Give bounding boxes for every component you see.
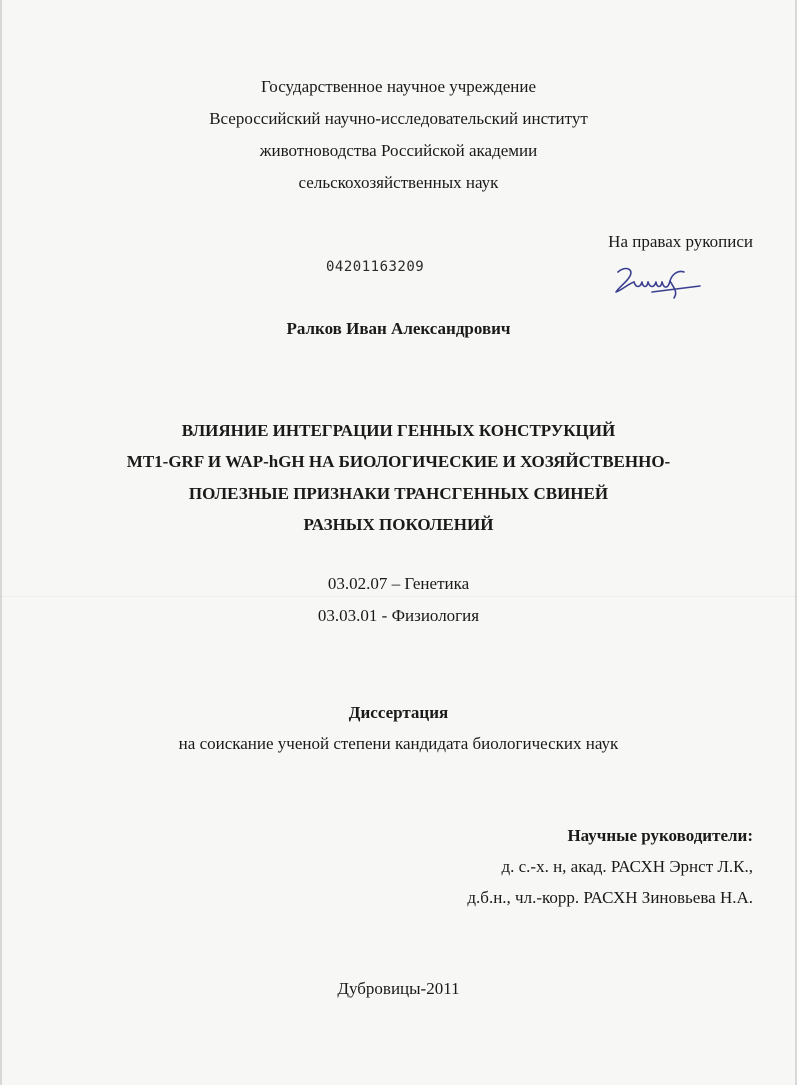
institution-line-4: сельскохозяйственных наук: [298, 173, 499, 192]
degree-sought: на соискание ученой степени кандидата биологических наук: [178, 734, 619, 753]
supervisor-1: д. с.-х. н, акад. РАСХН Эрнст Л.К.,: [501, 857, 753, 876]
scan-edge-left: [0, 0, 2, 1085]
specialty-1: 03.02.07 – Генетика: [327, 574, 470, 593]
specialty-2: 03.03.01 - Физиология: [317, 606, 480, 625]
title-line-1: ВЛИЯНИЕ ИНТЕГРАЦИИ ГЕННЫХ КОНСТРУКЦИЙ: [181, 421, 616, 440]
place-year: Дубровицы-2011: [337, 979, 460, 998]
institution-line-2: Всероссийский научно-исследовательский институт: [209, 109, 588, 128]
document-type: Диссертация: [348, 703, 449, 722]
title-line-4: РАЗНЫХ ПОКОЛЕНИЙ: [303, 515, 494, 534]
institution-line-3: животноводства Российской академии: [259, 141, 538, 160]
author-name: Ралков Иван Александрович: [286, 319, 511, 338]
manuscript-rights: На правах рукописи: [608, 232, 753, 251]
institution-line-1: Государственное научное учреждение: [260, 77, 537, 96]
supervisors-heading: Научные руководители:: [567, 826, 753, 845]
registry-number: 04201163209: [326, 259, 425, 275]
title-line-3: ПОЛЕЗНЫЕ ПРИЗНАКИ ТРАНСГЕННЫХ СВИНЕЙ: [188, 484, 609, 503]
scan-artifact-line: [0, 596, 797, 597]
title-line-2: MT1-GRF И WAP-hGH НА БИОЛОГИЧЕСКИЕ И ХОЗЯЙСТВЕННО-: [126, 452, 671, 471]
supervisor-2: д.б.н., чл.-корр. РАСХН Зиновьева Н.А.: [467, 888, 753, 907]
signature-icon: [612, 262, 704, 302]
